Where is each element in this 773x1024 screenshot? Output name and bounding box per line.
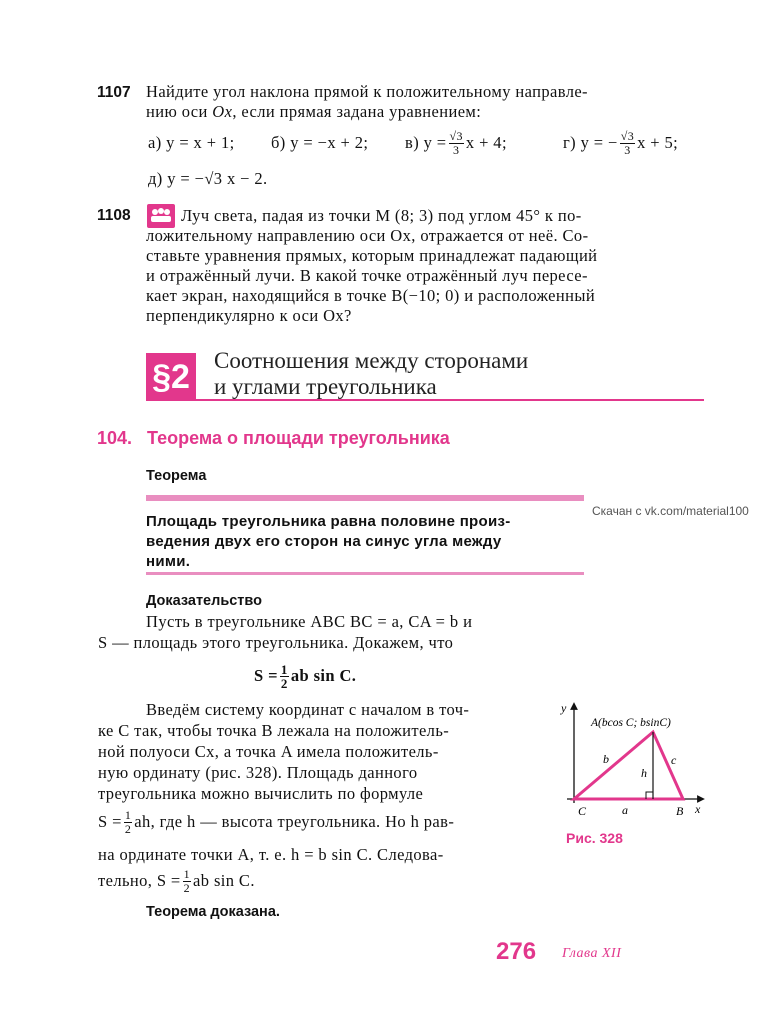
triangle-figure bbox=[555, 700, 715, 825]
theorem-line: ведения двух его сторон на синус угла между bbox=[146, 533, 502, 550]
option-d: д) y = −√3 x − 2. bbox=[148, 169, 268, 188]
label-a-point: A(bcos C; bsinC) bbox=[591, 717, 671, 729]
theorem-top-bar bbox=[146, 495, 584, 501]
fraction bbox=[124, 809, 132, 836]
numerator: √3 bbox=[449, 128, 463, 143]
label-c-point: C bbox=[578, 804, 587, 818]
text-part: нию оси bbox=[146, 102, 213, 121]
proof-line: ной полуоси Cx, а точка A имела положитель- bbox=[98, 742, 439, 761]
numerator: 1 bbox=[183, 866, 191, 881]
option-g bbox=[563, 125, 678, 161]
section-underline bbox=[146, 399, 704, 401]
problem-text-line: ставьте уравнения прямых, которым принадлежат падающий bbox=[146, 246, 598, 265]
denominator: 3 bbox=[624, 142, 631, 157]
label-c: c bbox=[671, 753, 677, 767]
problem-text-line: Луч света, падая из точки M (8; 3) под углом 45° к по- bbox=[181, 206, 582, 225]
theorem-line: ними. bbox=[146, 553, 191, 570]
label-x: x bbox=[695, 802, 701, 816]
denominator: 2 bbox=[280, 675, 288, 691]
problem-number: 1108 bbox=[97, 207, 131, 224]
problem-number: 1107 bbox=[97, 84, 131, 101]
numerator: √3 bbox=[620, 128, 635, 143]
topic-title: Теорема о площади треугольника bbox=[147, 428, 450, 448]
denominator: 2 bbox=[124, 821, 132, 836]
proof-line: ке C так, чтобы точка B лежала на положитель- bbox=[98, 721, 450, 740]
proof-line bbox=[98, 862, 255, 900]
label-y: y bbox=[561, 701, 567, 715]
formula-pre: S = bbox=[254, 665, 278, 685]
problem-text-line: перпендикулярно к оси Ox? bbox=[146, 306, 352, 325]
proof-line: ную ординату (рис. 328). Площадь данного bbox=[98, 763, 418, 782]
section-title-line-2: и углами треугольника bbox=[214, 374, 437, 399]
fraction bbox=[449, 130, 464, 157]
proof-line: треугольника можно вычислить по формуле bbox=[98, 784, 424, 803]
option-b: б) y = −x + 2; bbox=[271, 133, 369, 152]
option-c-post: x + 4; bbox=[465, 132, 507, 152]
text-part: , если прямая задана уравнением: bbox=[232, 102, 482, 121]
label-a-side: a bbox=[622, 803, 628, 817]
problem-text-line: и отражённый лучи. В какой точке отражённый луч пересе- bbox=[146, 266, 588, 285]
chapter-label: Глава XII bbox=[562, 946, 622, 961]
numerator: 1 bbox=[124, 807, 132, 822]
proof-line bbox=[98, 803, 454, 841]
proof-line: Введём систему координат с началом в точ- bbox=[146, 700, 470, 719]
proof-formula bbox=[254, 656, 356, 696]
text-part: ah, где h — высота треугольника. Но h рав- bbox=[134, 811, 455, 831]
option-g-post: x + 5; bbox=[637, 132, 679, 152]
fraction bbox=[280, 663, 289, 690]
figure-caption: Рис. 328 bbox=[566, 830, 623, 846]
formula-post: ab sin C. bbox=[290, 665, 357, 685]
fraction bbox=[620, 130, 635, 157]
numerator: 1 bbox=[280, 661, 288, 677]
section-title-line-1: Соотношения между сторонами bbox=[214, 348, 529, 373]
denominator: 2 bbox=[183, 880, 191, 895]
problem-text-line: ложительному направлению оси Ox, отражается от неё. Со- bbox=[146, 226, 589, 245]
group-work-icon bbox=[147, 204, 175, 228]
option-g-pre: г) y = − bbox=[563, 132, 618, 152]
problem-text-line: Найдите угол наклона прямой к положительному направле- bbox=[146, 82, 588, 101]
group-work-icon-svg bbox=[147, 204, 175, 228]
denominator: 3 bbox=[452, 142, 460, 157]
text-part: тельно, S = bbox=[98, 870, 181, 890]
proof-done: Теорема доказана. bbox=[146, 904, 280, 920]
label-b: b bbox=[603, 752, 609, 766]
problem-text-line bbox=[146, 102, 481, 123]
theorem-bottom-bar bbox=[146, 572, 584, 575]
problem-text-line: кает экран, находящийся в точке B(−10; 0) и расположенный bbox=[146, 286, 596, 305]
proof-label: Доказательство bbox=[146, 593, 262, 609]
text-part: ab sin C. bbox=[193, 870, 255, 890]
proof-line: Пусть в треугольнике ABC BC = a, CA = b и bbox=[146, 612, 473, 631]
option-c bbox=[405, 125, 507, 161]
axis-name: Ox bbox=[212, 102, 233, 121]
section-symbol: §2 bbox=[146, 353, 196, 401]
triangle-abc bbox=[574, 732, 683, 799]
proof-line: S — площадь этого треугольника. Докажем, что bbox=[98, 633, 454, 652]
fraction bbox=[183, 868, 191, 895]
theorem-line: Площадь треугольника равна половине произ- bbox=[146, 513, 511, 530]
label-b-point: B bbox=[676, 804, 684, 818]
page-number: 276 bbox=[496, 938, 537, 965]
option-c-pre: в) y = bbox=[405, 132, 447, 152]
proof-line: на ординате точки A, т. е. h = b sin C. Следова- bbox=[98, 845, 444, 864]
theorem-label: Теорема bbox=[146, 468, 207, 484]
label-h: h bbox=[641, 766, 647, 780]
topic-number: 104. bbox=[97, 428, 133, 448]
option-a: а) y = x + 1; bbox=[148, 133, 235, 152]
text-part: S = bbox=[98, 811, 122, 831]
watermark: Скачан с vk.com/material100 bbox=[592, 504, 749, 518]
